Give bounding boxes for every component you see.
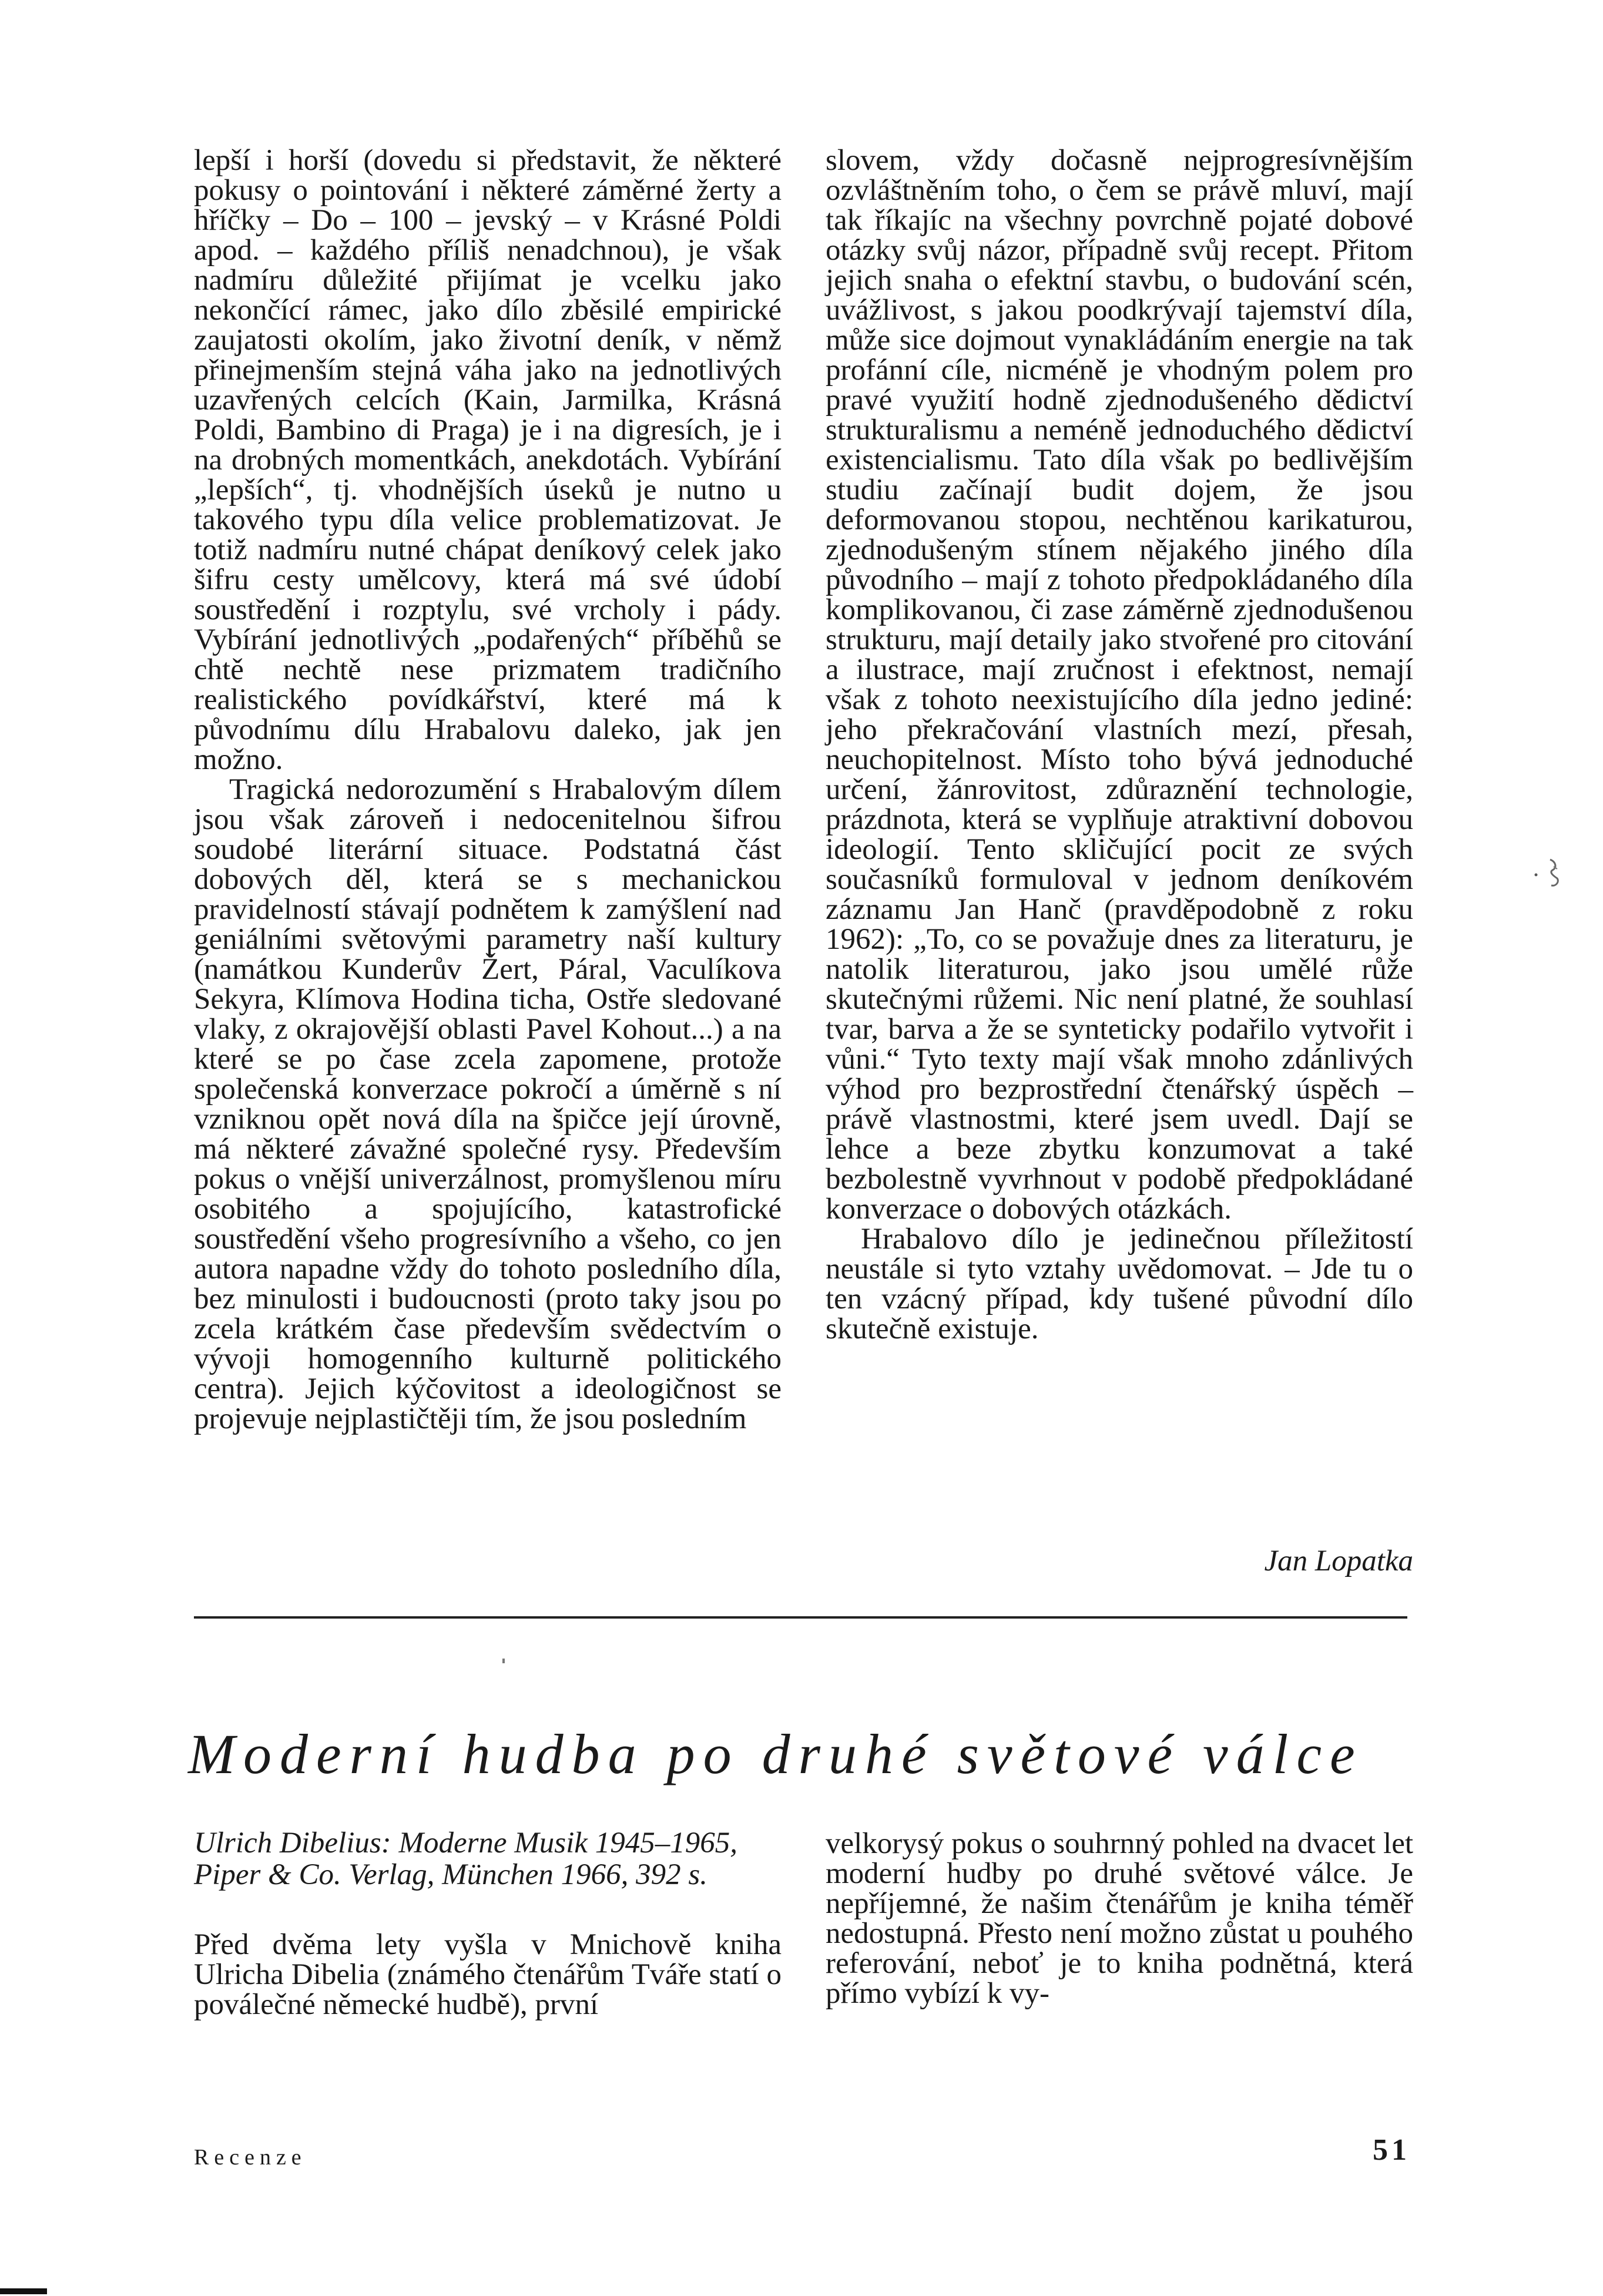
author-signature: Jan Lopatka — [1264, 1545, 1413, 1577]
paragraph: slovem, vždy dočasně nejprogresívnějším ozvláštněním toho, o čem se právě mluví, mají tak říkajíc na všechny povrchně pojaté dobové otázky svůj názor, případně svůj recept. Přitom jejich snaha o efektní stavbu, o budování scén, uvážlivost, s jakou poodkrývají tajemství díla, může sice dojmout vynakládáním energie na tak profánní cíle, nicméně je vhodným polem pro pravé využití hodně zjednodušeného dědictví strukturalismu a neméně jednoduchého dědictví existencialismu. Tato díla však po bedlivějším studiu začínají budit dojem, že jsou deformovanou stopou, nechtěnou karikaturou, zjednodušeným stínem nějakého jiného díla původního – mají z tohoto předpokládaného díla komplikovanou, či zase záměrně zjednodušenou strukturu, mají detaily jako stvořené pro citování a ilustrace, mají zručnost i efektnost, nemají však z tohoto neexistujícího díla jedno jediné: jeho překračování vlastních mezí, přesah, neuchopitelnost. Místo toho bývá jednoduché určení, žánrovitost, zdůraznění technologie, prázdnota, která se vyplňuje atraktivní dobovou ideologií. Tento skličující pocit ze svých současníků formuloval v jednom deníkovém záznamu Jan Hanč (pravděpodobně z roku 1962): „To, co se považuje dnes za literaturu, je natolik literaturou, jako jsou umělé růže skutečnými růžemi. Nic není platné, že souhlasí tvar, barva a že se synteticky podařilo vytvořit i vůni.“ Tyto texty mají však mnoho zdánlivých výhod pro bezprostřední čtenářský úspěch – právě vlastnostmi, které jsem uvedl. Dají se lehce a beze zbytku konzumovat a také bezbolestně vyvrhnout v podobě předpokládané konverzace o dobových otázkách. — [826, 144, 1413, 1226]
section-label: Recenze — [194, 2145, 307, 2170]
print-speck — [502, 1659, 505, 1663]
section-divider — [194, 1616, 1407, 1619]
text-column-top-left — [194, 146, 782, 1434]
margin-scribble-icon — [1534, 855, 1563, 890]
article-title: Moderní hudba po druhé světové válce — [188, 1723, 1363, 1785]
bibliographic-reference: Ulrich Dibelius: Moderne Musik 1945–1965, Piper & Co. Verlag, München 1966, 392 s. — [194, 1827, 737, 1891]
text-column-top-right — [826, 146, 1413, 1344]
paragraph: Hrabalovo dílo je jedinečnou příležitostí neustále si tyto vztahy uvědomovat. – Jde tu o ten vzácný případ, kdy tušené původní dílo skutečně existuje. — [826, 1223, 1413, 1345]
paragraph: Před dvěma lety vyšla v Mnichově kniha Ulricha Dibelia (známého čtenářům Tváře statí o poválečné německé hudbě), první — [194, 1928, 782, 2021]
text-column-bottom-left — [194, 1930, 782, 2020]
paragraph: velkorysý pokus o souhrnný pohled na dvacet let moderní hudby po druhé světové válce. Je nepříjemné, že našim čtenářům je kniha téměř nedostupná. Přesto není možno zůstat u pouhého referování, neboť je to kniha podnětná, která přímo vybízí k vy- — [826, 1827, 1413, 2010]
page-number: 51 — [1373, 2133, 1410, 2167]
scan-edge-mark — [0, 2288, 47, 2294]
paragraph: Tragická nedorozumění s Hrabalovým dílem jsou však zároveň i nedocenitelnou šifrou soudobé literární situace. Podstatná část dobových děl, která se s mechanickou pravidelností stávají podnětem k zamýšlení nad geniálními světovými parametry naší kultury (namátkou Kunderův Žert, Páral, Vaculíkova Sekyra, Klímova Hodina ticha, Ostře sledované vlaky, z okrajovější oblasti Pavel Kohout...) a na které se po čase zcela zapomene, protože společenská konverzace pokročí a úměrně s ní vzniknou opět nová díla na špičce její úrovně, má některé závažné společné rysy. Především pokus o vnější univerzálnost, promyšlenou míru osobitého a spojujícího, katastrofické soustředění všeho progresívního a všeho, co jen autora napadne vždy do tohoto posledního díla, bez minulosti i budoucnosti (proto taky jsou po zcela krátkém čase především svědectvím o vývoji homogenního kulturně politického centra). Jejich kýčovitost a ideologičnost se projevuje nejplastičtěji tím, že jsou posledním — [194, 773, 782, 1435]
text-column-bottom-right — [826, 1829, 1413, 2009]
paragraph: lepší i horší (dovedu si představit, že některé pokusy o pointování i některé záměrné žerty a hříčky – Do – 100 – jevský – v Krásné Poldi apod. – každého příliš nenadchnou), je však nadmíru důležité přijímat je vcelku jako nekončící rámec, jako dílo zběsilé empirické zaujatosti okolím, jako životní deník, v němž přinejmenším stejná váha jako na jednotlivých uzavřených celcích (Kain, Jarmilka, Krásná Poldi, Bambino di Praga) je i na digresích, je i na drobných momentkách, anekdotách. Vybírání „lepších“, tj. vhodnějších úseků je nutno u takového typu díla velice problematizovat. Je totiž nadmíru nutné chápat deníkový celek jako šifru cesty umělcovy, která má své údobí soustředění i rozptylu, své vrcholy i pády. Vybírání jednotlivých „podařených“ příběhů se chtě nechtě nese prizmatem tradičního realistického povídkářství, které má k původnímu dílu Hrabalovu daleko, jak jen možno. — [194, 144, 782, 776]
